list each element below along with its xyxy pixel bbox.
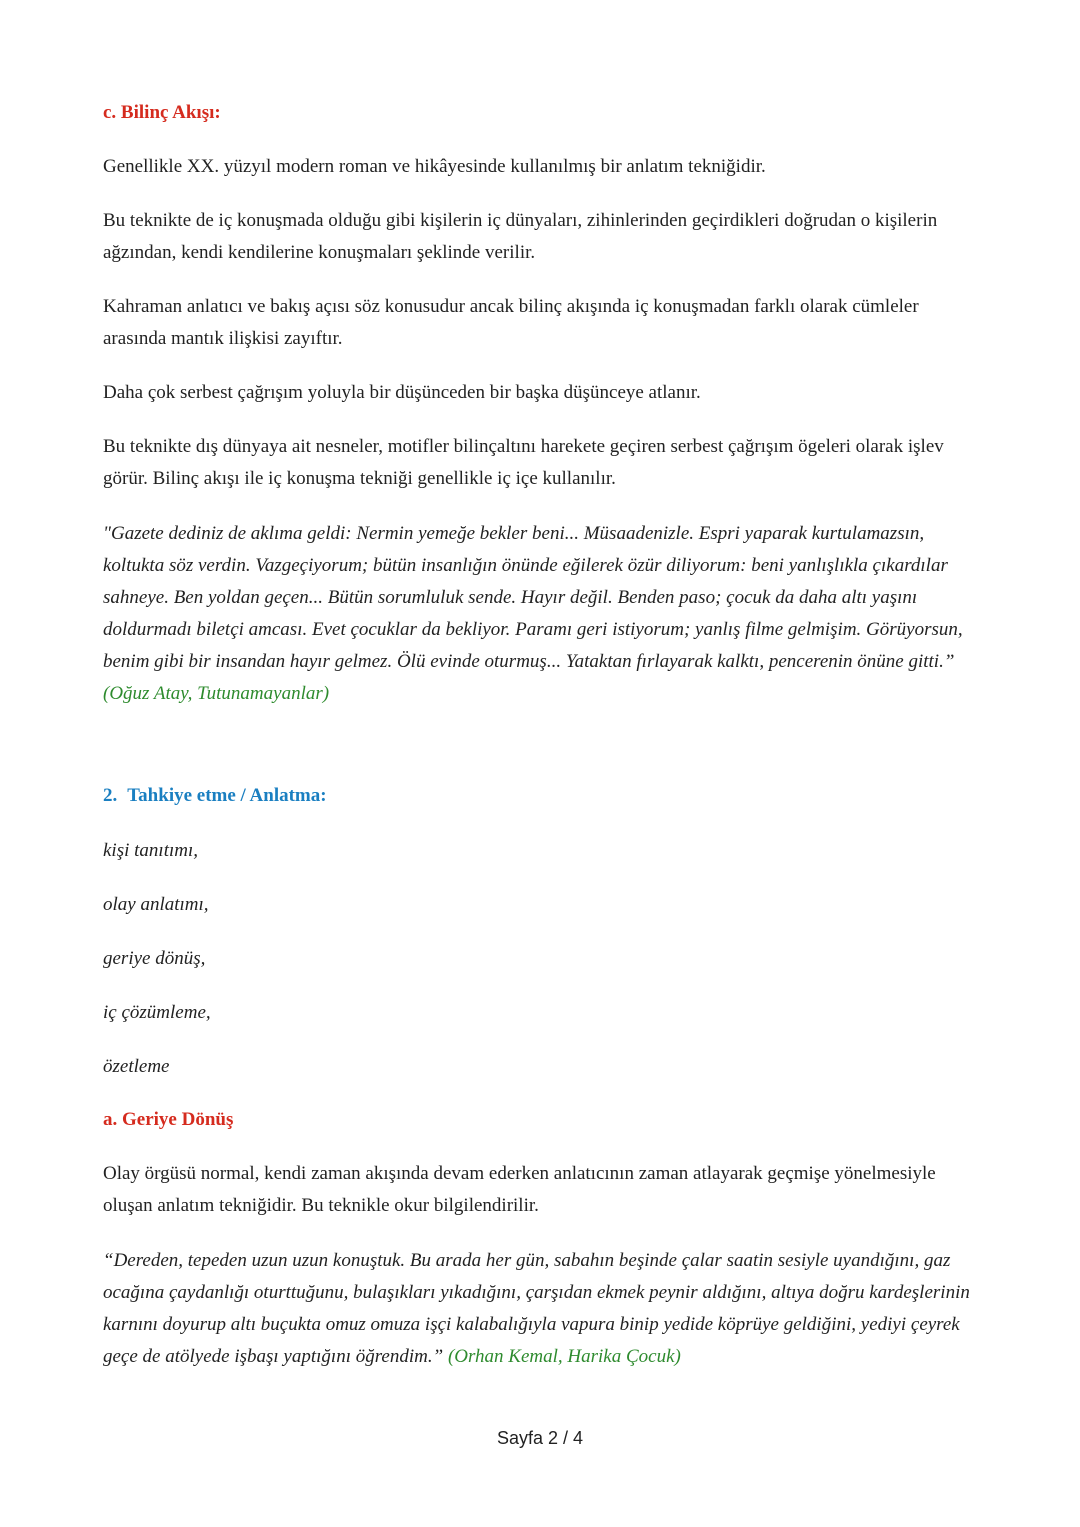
- paragraph: Genellikle XX. yüzyıl modern roman ve hikâyesinde kullanılmış bir anlatım tekniğidir.: [103, 156, 766, 177]
- quote-block-harika-cocuk: [103, 1245, 983, 1373]
- quote-source: (Orhan Kemal, Harika Çocuk): [447, 1346, 681, 1367]
- quote-text: “Dereden, tepeden uzun uzun konuştuk. Bu arada her gün, sabahın beşinde çalar saatin sesiyle uyandığını, gaz ocağına çaydanlığı oturttuğunu, bulaşıkları yıkadığını, çarşıdan ekmek peynir aldığını, altıya doğru kardeşlerinin karnını doyurup altı buçukta omuz omuza işçi kalabalığıyla vapura binip yedide köprüye geldiğini, yediyi çeyrek geçe de atölyede işbaşı yaptığını öğrendim.”: [103, 1250, 970, 1367]
- paragraph: Daha çok serbest çağrışım yoluyla bir düşünceden bir başka düşünceye atlanır.: [103, 382, 701, 403]
- section-heading-geriye-donus: a. Geriye Dönüş: [103, 1109, 234, 1130]
- list-item: özetleme: [103, 1056, 170, 1077]
- list-item: iç çözümleme,: [103, 1002, 211, 1023]
- section-heading-tahkiye: [103, 782, 327, 810]
- section-number: 2.: [103, 785, 118, 806]
- quote-text: "Gazete dediniz de aklıma geldi: Nermin yemeğe bekler beni... Müsaadenizle. Espri yaparak kurtulamazsın, koltukta söz verdin. Vazgeçiyorum; bütün insanlığın önünde eğilerek özür diliyorum: beni yanlışlıkla çıkardılar sahneye. Ben yoldan geçen... Bütün sorumluluk sende. Hayır değil. Benden paso; çocuk da daha altı yaşını doldurmadı biletçi amcası. Evet çocuklar da bekliyor. Paramı geri istiyorum; yanlış filme gelmişim. Görüyorsun, benim gibi bir insandan hayır gelmez. Ölü evinde oturmuş... Yataktan fırlayarak kalktı, pencerenin önüne gitti.”: [103, 523, 963, 672]
- paragraph: Bu teknikte dış dünyaya ait nesneler, motifler bilinçaltını harekete geçiren serbest çağrışım ögeleri olarak işlev görür. Bilinç akışı ile iç konuşma tekniği genellikle iç içe kullanılır.: [103, 436, 944, 489]
- list-item: olay anlatımı,: [103, 894, 209, 915]
- section-title: Tahkiye etme / Anlatma:: [127, 785, 327, 806]
- paragraph: Kahraman anlatıcı ve bakış açısı söz konusudur ancak bilinç akışında iç konuşmadan farklı olarak cümleler arasında mantık ilişkisi zayıftır.: [103, 296, 919, 349]
- list-item: kişi tanıtımı,: [103, 840, 198, 861]
- paragraph: Olay örgüsü normal, kendi zaman akışında devam ederken anlatıcının zaman atlayarak geçmişe yönelmesiyle oluşan anlatım tekniğidir. Bu teknikle okur bilgilendirilir.: [103, 1163, 936, 1216]
- paragraph: Bu teknikte de iç konuşmada olduğu gibi kişilerin iç dünyaları, zihinlerinden geçirdikleri doğrudan o kişilerin ağzından, kendi kendilerine konuşmaları şeklinde verilir.: [103, 210, 938, 263]
- quote-block-tutunamayanlar: [103, 518, 983, 710]
- page-number: Sayfa 2 / 4: [496, 1428, 584, 1448]
- section-heading-bilinc-akisi: c. Bilinç Akışı:: [103, 102, 221, 123]
- list-item: geriye dönüş,: [103, 948, 206, 969]
- quote-source: (Oğuz Atay, Tutunamayanlar): [103, 683, 330, 704]
